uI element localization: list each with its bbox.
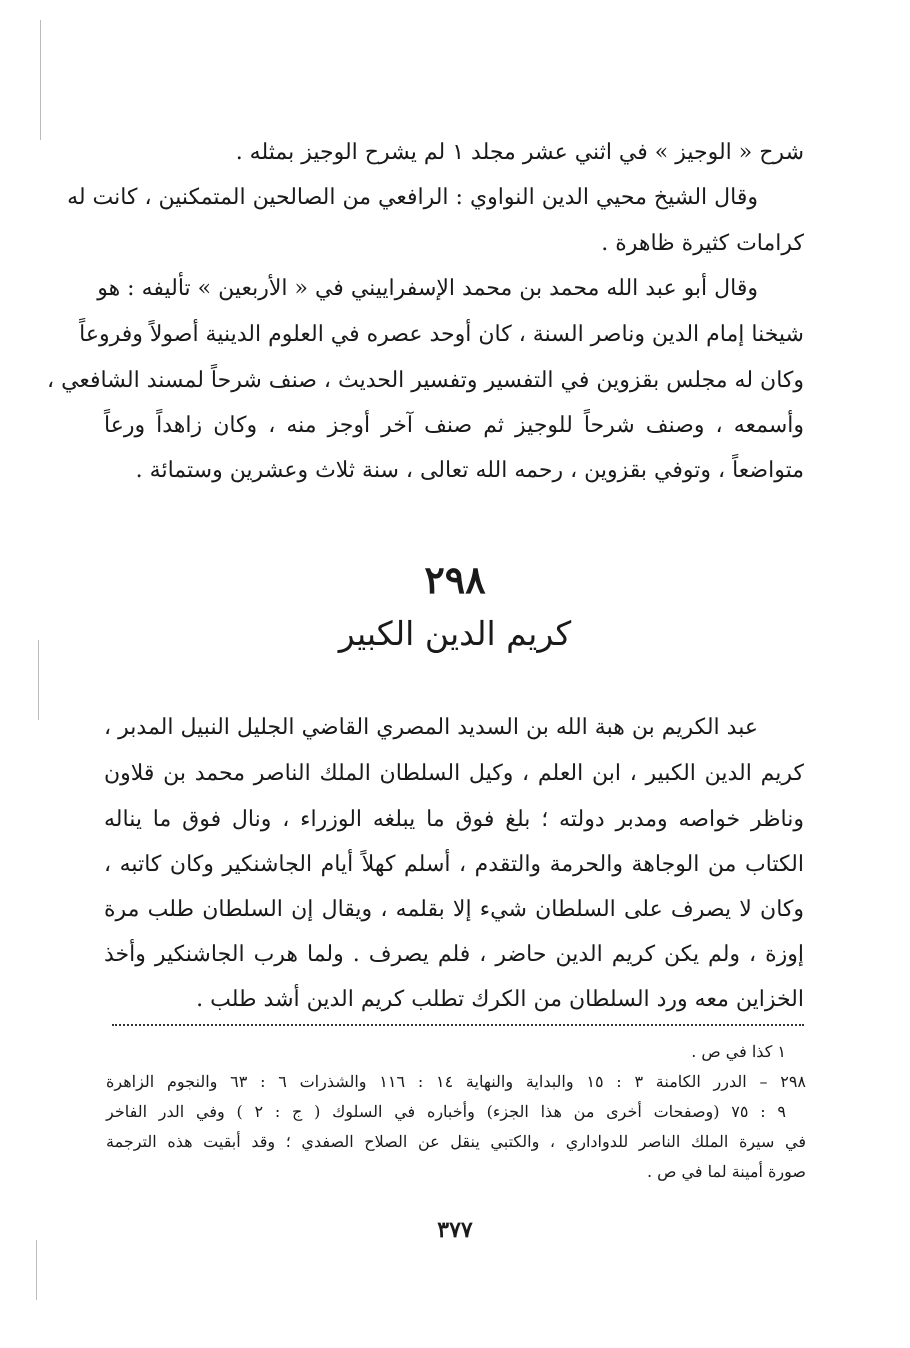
footnote-separator xyxy=(112,1024,804,1026)
text-line: كرامات كثيرة ظاهرة . xyxy=(601,231,804,256)
footnote-line: ٢٩٨ – الدرر الكامنة ٣ : ١٥ والبداية والنهاية ١٤ : ١١٦ والشذرات ٦ : ٦٣ والنجوم الزاهرة xyxy=(106,1072,807,1091)
text-line: وقال أبو عبد الله محمد بن محمد الإسفراييني في « الأربعين » تأليفه : هو xyxy=(97,276,758,301)
text-line: عبد الكريم بن هبة الله بن السديد المصري القاضي الجليل النبيل المدبر ، xyxy=(104,715,758,740)
scan-margin-mark xyxy=(36,1240,37,1300)
text-line: وكان له مجلس بقزوين في التفسير وتفسير الحديث ، صنف شرحاً لمسند الشافعي ، xyxy=(47,368,804,393)
text-line: الخزاين معه ورد السلطان من الكرك تطلب كريم الدين أشد طلب . xyxy=(196,987,804,1012)
entry-title: كريم الدين الكبير xyxy=(338,614,572,653)
scan-margin-mark xyxy=(40,20,41,140)
text-line: وأسمعه ، وصنف شرحاً للوجيز ثم صنف آخر أوجز منه ، وكان زاهداً ورعاً xyxy=(104,413,804,438)
page-number: ٣٧٧ xyxy=(437,1217,473,1243)
footnote-line: ٩ : ٧٥ (وصفحات أخرى من هذا الجزء) وأخباره في السلوك ( ج : ٢ ) وفي الدر الفاخر xyxy=(106,1102,786,1121)
text-line: الكتاب من الوجاهة والحرمة والتقدم ، أسلم كهلاً أيام الجاشنكير وكان كاتبه ، xyxy=(104,852,804,877)
entry-number: ٢٩٨ xyxy=(424,557,486,602)
footnote-line: صورة أمينة لما في ص . xyxy=(646,1162,806,1181)
text-line: إوزة ، ولم يكن كريم الدين حاضر ، فلم يصرف . ولما هرب الجاشنكير وأخذ xyxy=(104,942,804,967)
text-line: وقال الشيخ محيي الدين النواوي : الرافعي من الصالحين المتمكنين ، كانت له xyxy=(67,185,758,210)
text-line: كريم الدين الكبير ، ابن العلم ، وكيل السلطان الملك الناصر محمد بن قلاون xyxy=(104,761,804,786)
footnote-line: في سيرة الملك الناصر للدواداري ، والكتبي ينقل عن الصلاح الصفدي ؛ وقد أبقيت هذه الترجمة xyxy=(106,1132,806,1151)
text-line: وناظر خواصه ومدبر دولته ؛ بلغ فوق ما يبلغه الوزراء ، ونال فوق ما يناله xyxy=(104,807,804,832)
text-line: شرح « الوجيز » في اثني عشر مجلد ١ لم يشرح الوجيز بمثله . xyxy=(235,140,804,165)
text-line: شيخنا إمام الدين وناصر السنة ، كان أوحد عصره في العلوم الدينية أصولاً وفروعاً xyxy=(79,322,804,347)
text-line: وكان لا يصرف على السلطان شيء إلا بقلمه ، ويقال إن السلطان طلب مرة xyxy=(104,897,804,922)
text-line: متواضعاً ، وتوفي بقزوين ، رحمه الله تعالى ، سنة ثلاث وعشرين وستمائة . xyxy=(135,458,804,483)
footnote-line: ١ كذا في ص . xyxy=(691,1042,786,1061)
